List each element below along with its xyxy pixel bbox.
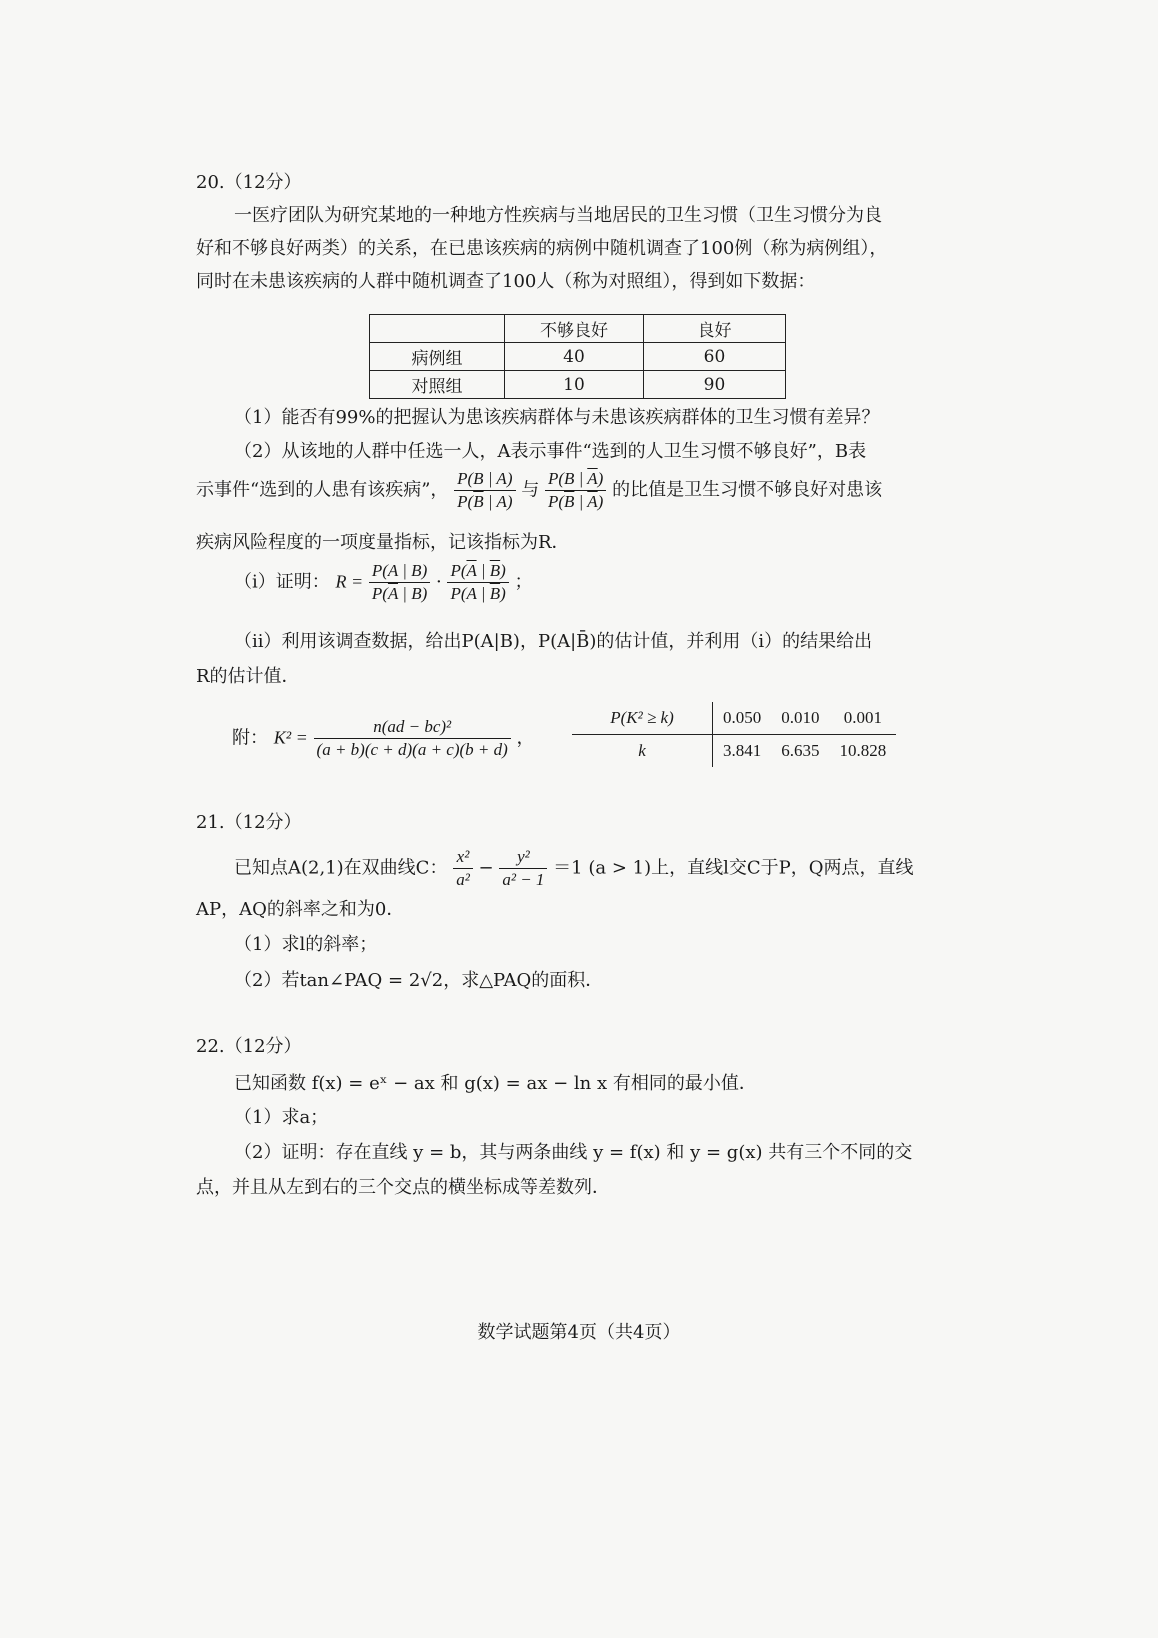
text-fragment: 示事件“选到的人患有该疾病”，	[196, 479, 449, 501]
table-cell: P(K² ≥ k)	[572, 702, 713, 735]
k2-denominator: (a + b)(c + d)(a + c)(b + d)	[316, 740, 508, 759]
table-cell: 对照组	[370, 371, 505, 399]
table-cell: 6.635	[781, 741, 820, 760]
fraction-ba: $\frac{P(B | A)}{P(\overline{B} | A)}$	[454, 468, 515, 513]
q20-paragraph-line: 好和不够良好两类）的关系，在已患该疾病的病例中随机调查了100例（称为病例组），	[196, 238, 888, 259]
table-row	[572, 735, 896, 768]
table-cell: 10.828	[839, 741, 887, 760]
q22-line: 已知函数 f(x) = eˣ − ax 和 g(x) = ax − ln x 有相同的最小值．	[234, 1073, 757, 1094]
q20-part1: （1）能否有99%的把握认为患该疾病群体与未患该疾病群体的卫生习惯有差异？	[234, 407, 880, 428]
text-fragment: 的比值是卫生习惯不够良好对患该	[612, 479, 883, 501]
table-header-row	[370, 315, 786, 343]
q21-part2: （2）若tan∠PAQ = 2√2，求△PAQ的面积．	[234, 970, 604, 991]
page-footer: 数学试题第4页（共4页）	[477, 1322, 681, 1343]
q20-paragraph-line: 同时在未患该疾病的人群中随机调查了100人（称为对照组），得到如下数据：	[196, 271, 816, 292]
q22-part1: （1）求a；	[234, 1107, 329, 1128]
q20-part2-formula-line	[196, 468, 882, 513]
q21-header: 21.（12分）	[196, 812, 302, 833]
fraction-r1: $\frac{P(A | B)}{P(\overline{A} | B)}$	[369, 560, 430, 605]
table-row	[370, 371, 786, 399]
hyperbola-term-y: $\frac{\text{y²}}{\text{a² − 1}}$	[499, 846, 547, 891]
fraction-b-abar: $\frac{P(B | \overline{A})}{P(\overline{B} | \overline{A})}$	[545, 468, 606, 513]
q22-part2-line: （2）证明：存在直线 y = b，其与两条曲线 y = f(x) 和 y = g(x) 共有三个不同的交	[234, 1142, 913, 1163]
table-header-cell: 良好	[644, 315, 786, 343]
table-cell: 3.841	[723, 741, 762, 760]
q20-part2-line: 疾病风险程度的一项度量指标，记该指标为R．	[196, 532, 570, 553]
q21-line: AP，AQ的斜率之和为0．	[196, 899, 405, 920]
table-cell: 0.001	[830, 702, 897, 735]
table-row	[572, 702, 896, 735]
fraction-r2: $\frac{P(\overline{A} | \overline{B})}{P(A | \overline{B})}$	[447, 560, 508, 605]
q20-header: 20.（12分）	[196, 172, 302, 193]
table-header-cell	[370, 315, 505, 343]
k2-numerator: n(ad − bc)²	[314, 716, 511, 739]
text-fragment: ＝1 (a > 1)上，直线l交C于P，Q两点，直线	[553, 857, 914, 879]
text-fragment: 已知点A(2,1)在双曲线C：	[234, 857, 448, 879]
q20-part-ii-line: R的估计值．	[196, 666, 300, 687]
k2-formula	[314, 716, 511, 761]
table-cell: 90	[644, 371, 786, 399]
table-cell: 10	[505, 371, 644, 399]
q22-part2-line: 点，并且从左到右的三个交点的横坐标成等差数列．	[196, 1177, 610, 1198]
appendix-label: 附：	[232, 727, 268, 749]
q20-part-i: （i）证明： R = $\frac{P(A | B)}{P(\overline{A} | B)}$ · $\frac{P(\overline{A} | \overline{B})}{P(A | \overline{B})}$ ；	[234, 561, 533, 603]
q20-part2-line: （2）从该地的人群中任选一人，A表示事件“选到的人卫生习惯不够良好”，B表	[234, 441, 867, 462]
q20-part-ii-line: （ii）利用该调查数据，给出P(A|B)，P(A|B̄)的估计值，并利用（i）的结果给出	[234, 631, 873, 652]
table-cell: 病例组	[370, 343, 505, 371]
q22-header: 22.（12分）	[196, 1036, 302, 1057]
table-cell: 0.050	[713, 702, 772, 735]
table-row	[370, 343, 786, 371]
table-cell: 0.010	[771, 702, 829, 735]
table-header-cell: 不够良好	[505, 315, 644, 343]
q21-line: 已知点A(2,1)在双曲线C： $\frac{\text{x²}}{\text{a²}}$ − $\frac{\text{y²}}{\text{a² − 1}}$ ＝1 (a > 1)上，直线l交C于P，Q两点，直线	[234, 847, 914, 889]
text-fragment: 与	[521, 479, 540, 501]
table-cell: k	[572, 735, 713, 768]
q21-part1: （1）求l的斜率；	[234, 934, 378, 955]
q20-data-table	[369, 314, 786, 399]
critical-value-table	[572, 702, 896, 767]
table-cell: 60	[644, 343, 786, 371]
table-cell: 40	[505, 343, 644, 371]
text-fragment: （i）证明：	[234, 571, 330, 593]
q20-paragraph-line: 一医疗团队为研究某地的一种地方性疾病与当地居民的卫生习惯（卫生习惯分为良	[234, 205, 882, 226]
q20-appendix: 附： K² = $\frac{\text{n(ad − bc)²}}{(a + b)(c + d)(a + c)(b + d)}$ ，	[232, 717, 535, 759]
hyperbola-term-x: $\frac{\text{x²}}{\text{a²}}$	[453, 846, 473, 891]
